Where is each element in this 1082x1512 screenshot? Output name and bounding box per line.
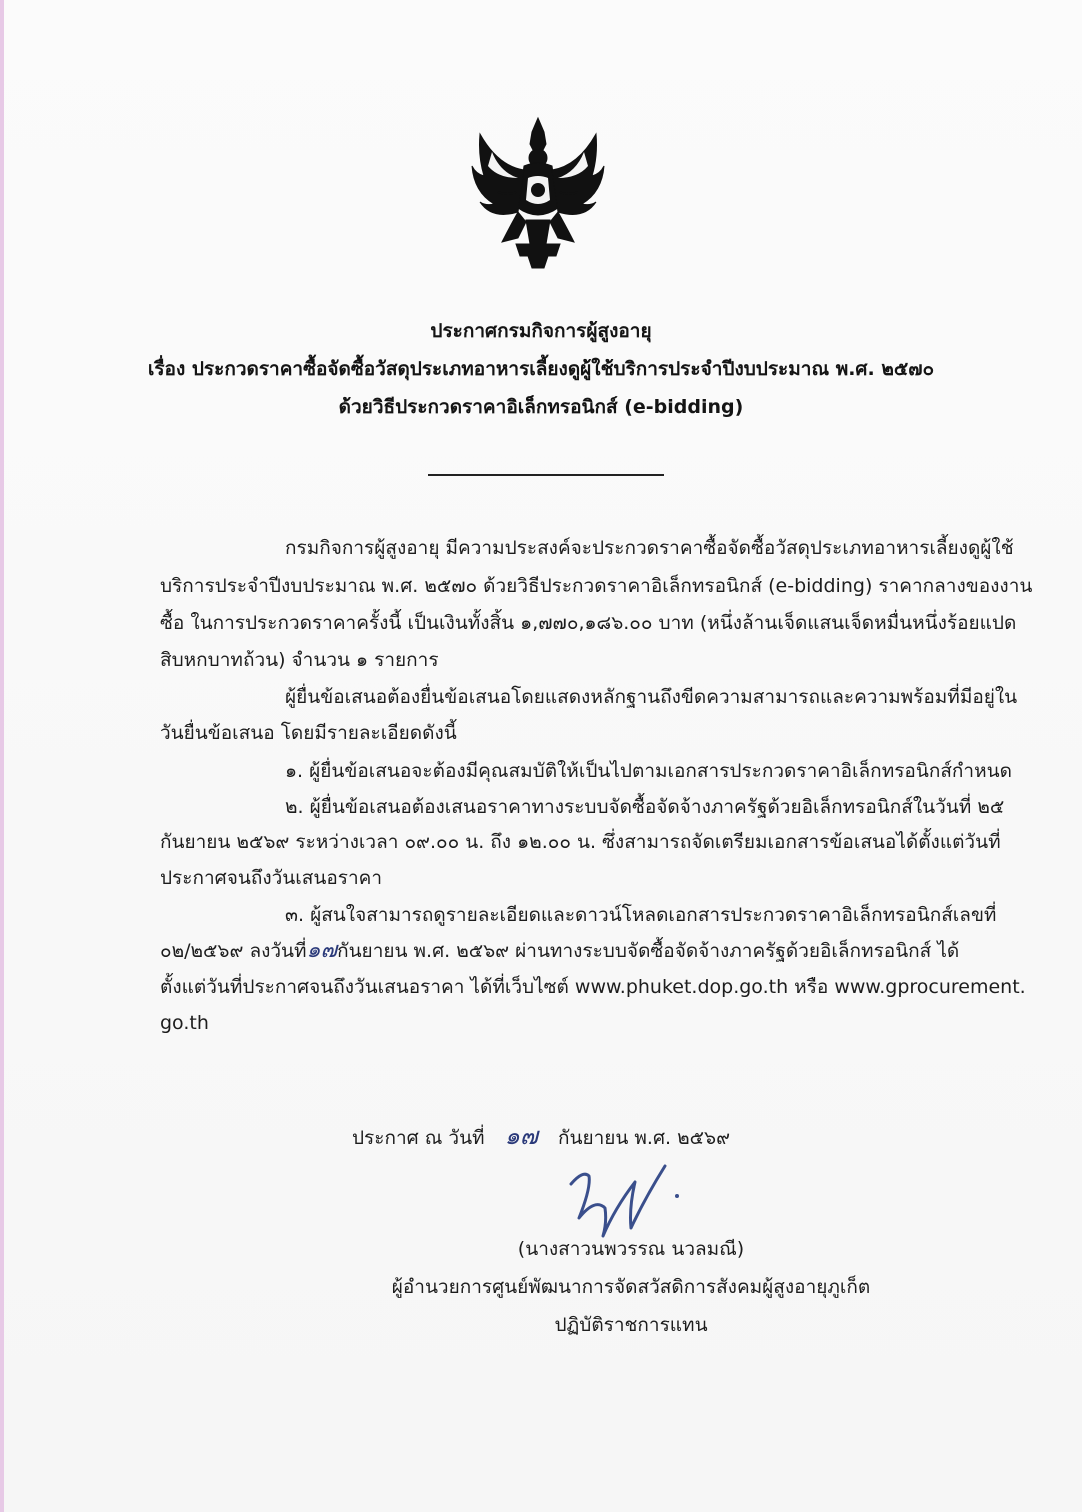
paragraph-line: วันยื่นข้อเสนอ โดยมีรายละเอียดดังนี้ [160, 722, 457, 744]
paragraph-line: บริการประจำปีงบประมาณ พ.ศ. ๒๕๗๐ ด้วยวิธีประกวดราคาอิเล็กทรอนิกส์ (e-bidding) ราคากลางของงาน [160, 575, 1033, 597]
paragraph-line: กรมกิจการผู้สูงอายุ มีความประสงค์จะประกวดราคาซื้อจัดซื้อวัสดุประเภทอาหารเลี้ยงดูผู้ใช้ [285, 537, 1014, 559]
list-item: ๒. ผู้ยื่นข้อเสนอต้องเสนอราคาทางระบบจัดซื้อจัดจ้างภาครัฐด้วยอิเล็กทรอนิกส์ในวันที่ ๒๕ [285, 796, 1005, 818]
announce-month-year: กันยายน พ.ศ. ๒๕๖๙ [557, 1127, 730, 1149]
method-title: ด้วยวิธีประกวดราคาอิเล็กทรอนิกส์ (e-bidding) [338, 396, 744, 418]
page-edge [0, 0, 4, 1512]
paragraph-line [160, 938, 960, 963]
acting-on-behalf: ปฏิบัติราชการแทน [554, 1314, 708, 1336]
title-divider [428, 474, 664, 476]
handwritten-day: ๑๗ [504, 1122, 538, 1150]
handwritten-day: ๑๗ [306, 938, 338, 963]
signer-name: (นางสาวนพวรรณ นวลมณี) [517, 1238, 745, 1260]
paragraph-line: go.th [160, 1012, 209, 1034]
announce-date-label: ประกาศ ณ วันที่ [351, 1127, 485, 1149]
signer-position: ผู้อำนวยการศูนย์พัฒนาการจัดสวัสดิการสังคมผู้สูงอายุภูเก็ต [391, 1276, 871, 1298]
paragraph-line: กันยายน ๒๕๖๙ ระหว่างเวลา ๐๙.๐๐ น. ถึง ๑๒.๐๐ น. ซึ่งสามารถจัดเตรียมเอกสารข้อเสนอได้ตั้งแต่วันที่ [160, 831, 1001, 853]
subject-title: เรื่อง ประกวดราคาซื้อจัดซื้อวัสดุประเภทอาหารเลี้ยงดูผู้ใช้บริการประจำปีงบประมาณ พ.ศ. ๒๕๗๐ [147, 358, 935, 380]
doc-number-text: ๐๒/๒๕๖๙ ลงวันที่ [160, 940, 307, 962]
agency-title: ประกาศกรมกิจการผู้สูงอายุ [430, 320, 652, 342]
paragraph-line: ผู้ยื่นข้อเสนอต้องยื่นข้อเสนอโดยแสดงหลักฐานถึงขีดความสามารถและความพร้อมที่มีอยู่ใน [285, 686, 1018, 708]
paragraph-line: สิบหกบาทถ้วน) จำนวน ๑ รายการ [160, 649, 439, 671]
garuda-emblem-icon [468, 112, 608, 272]
list-item: ๑. ผู้ยื่นข้อเสนอจะต้องมีคุณสมบัติให้เป็นไปตามเอกสารประกวดราคาอิเล็กทรอนิกส์กำหนด [285, 760, 1012, 782]
paragraph-line: ซื้อ ในการประกวดราคาครั้งนี้ เป็นเงินทั้งสิ้น ๑,๗๗๐,๑๘๖.๐๐ บาท (หนึ่งล้านเจ็ดแสนเจ็ดหมื่นหนึ่งร้อยแปด [160, 612, 1017, 634]
paragraph-line: ตั้งแต่วันที่ประกาศจนถึงวันเสนอราคา ได้ที่เว็บไซต์ www.phuket.dop.go.th หรือ www.gprocurement. [160, 976, 1026, 998]
date-continuation-text: กันยายน พ.ศ. ๒๕๖๙ ผ่านทางระบบจัดซื้อจัดจ้างภาครัฐด้วยอิเล็กทรอนิกส์ ได้ [337, 940, 960, 962]
list-item: ๓. ผู้สนใจสามารถดูรายละเอียดและดาวน์โหลดเอกสารประกวดราคาอิเล็กทรอนิกส์เลขที่ [285, 904, 997, 926]
announce-date-line [0, 1116, 1082, 1155]
paragraph-line: ประกาศจนถึงวันเสนอราคา [160, 867, 383, 889]
